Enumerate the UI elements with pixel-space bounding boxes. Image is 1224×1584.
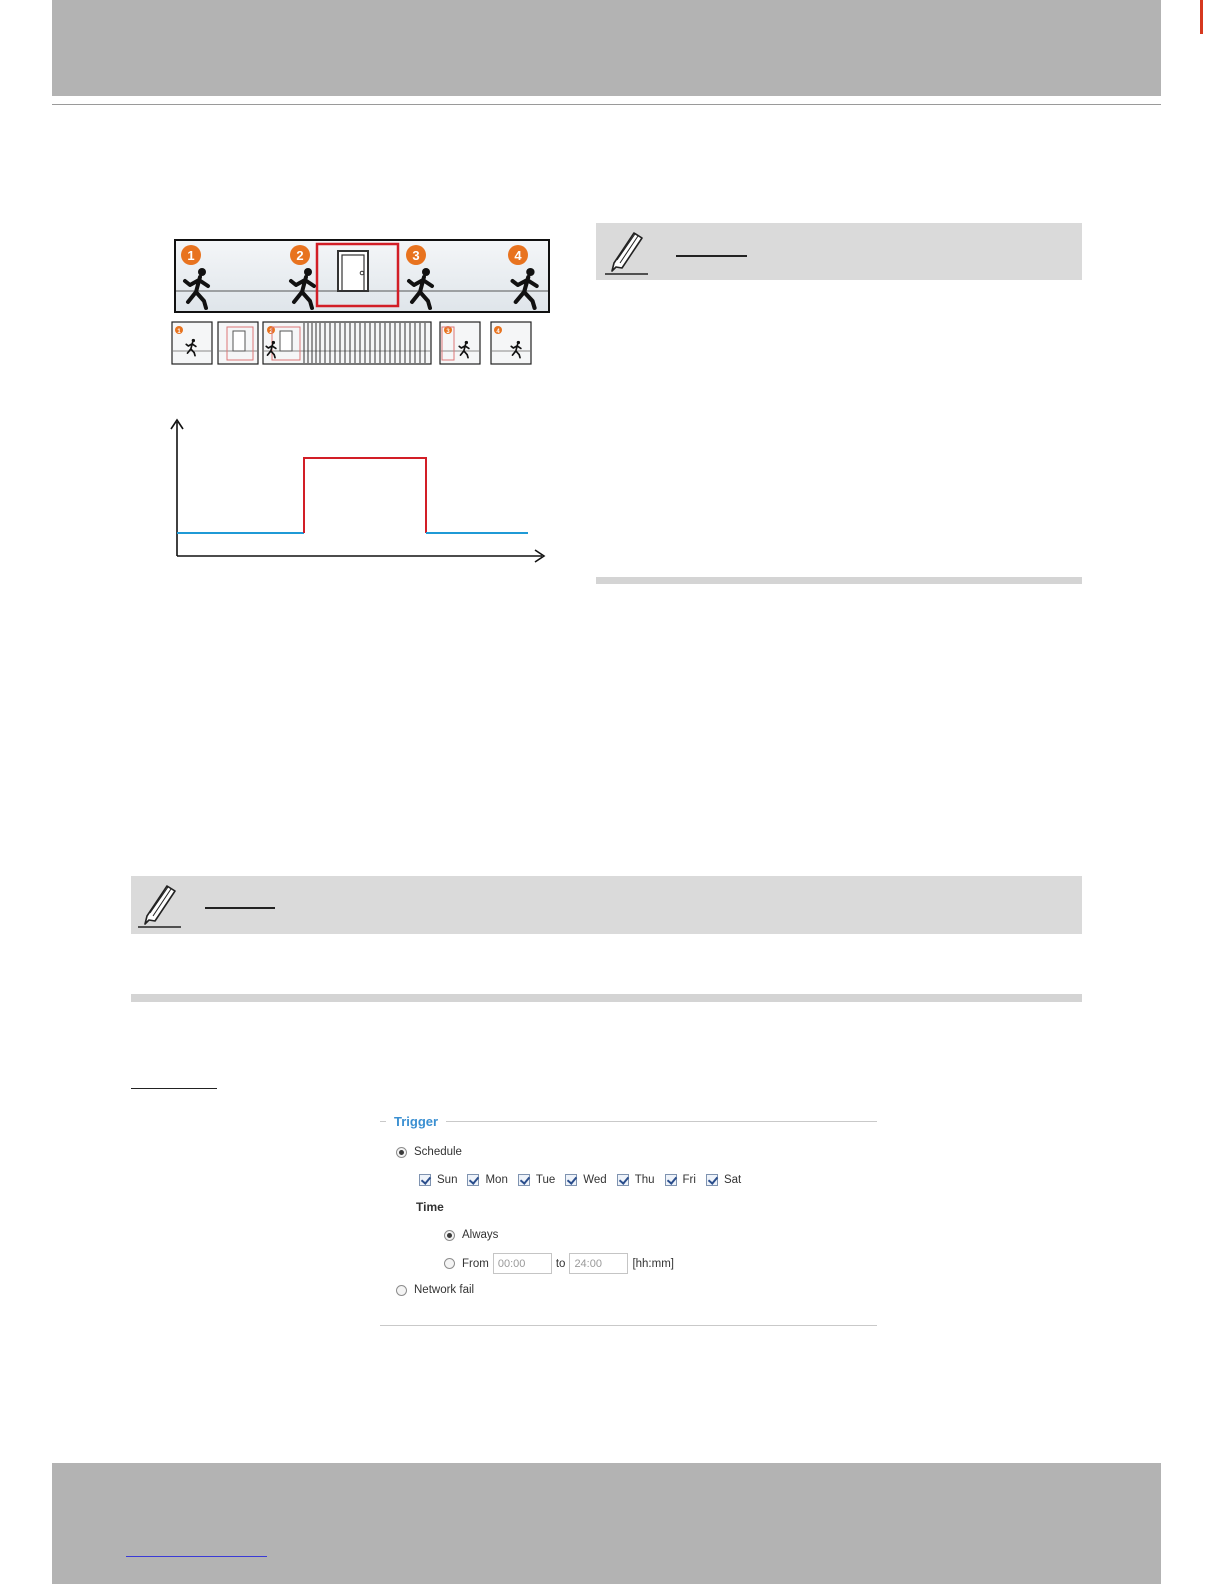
schedule-radio[interactable] [396,1147,407,1158]
svg-text:3: 3 [446,329,450,335]
trigger-legend: Trigger [394,1114,439,1129]
step-badge-2 [290,245,310,265]
step-badge-3 [406,245,426,265]
day-checkboxes [419,1174,751,1186]
svg-text:2: 2 [269,329,273,335]
svg-text:4: 4 [514,248,522,263]
day-checkbox[interactable] [706,1174,718,1186]
day-thu[interactable]: Thu [617,1174,655,1186]
day-checkbox[interactable] [565,1174,577,1186]
time-heading: Time [416,1200,444,1214]
day-fri[interactable]: Fri [665,1174,696,1186]
network-fail-radio[interactable] [396,1285,407,1296]
thumbnail-strip-3 [263,322,431,364]
pencil-icon [604,227,650,277]
from-label: From [462,1257,489,1270]
pencil-icon [137,880,183,930]
time-format-hint: [hh:mm] [632,1257,674,1270]
note-box-header [596,223,1082,280]
header-rule [52,104,1161,105]
day-mon[interactable]: Mon [467,1174,507,1186]
day-checkbox[interactable] [467,1174,479,1186]
day-checkbox[interactable] [419,1174,431,1186]
svg-text:2: 2 [296,248,304,263]
note-title-underline [205,907,275,909]
always-radio[interactable] [444,1230,455,1241]
day-checkbox[interactable] [665,1174,677,1186]
motion-illustration [170,236,550,576]
svg-text:1: 1 [177,329,181,335]
step-badge-1 [181,245,201,265]
step-badge-4 [508,245,528,265]
door-icon [338,251,368,291]
note-title-underline [676,255,747,257]
footer-link-underline[interactable] [126,1556,267,1557]
signal-axes [171,420,544,562]
network-fail-option[interactable] [396,1284,474,1296]
motion-illustration-svg [170,236,550,571]
fieldset-border [380,1325,877,1326]
thumbnail-4 [440,322,480,364]
section-heading-underline [131,1088,217,1089]
thumbnail-5 [491,322,531,364]
network-fail-label: Network fail [414,1284,475,1296]
note-box-footer-rule [131,994,1082,1002]
schedule-label: Schedule [414,1146,462,1158]
svg-text:4: 4 [496,329,500,335]
svg-text:1: 1 [187,248,195,263]
thumbnail-1 [172,322,212,364]
to-label: to [555,1257,566,1270]
from-time-input[interactable] [493,1253,552,1274]
always-label: Always [462,1229,499,1241]
from-radio[interactable] [444,1258,455,1269]
time-range-option [444,1253,674,1274]
note-box-footer-rule [596,577,1082,584]
page-header-band [52,0,1161,96]
signal-high-pulse [304,458,426,533]
fieldset-border [446,1121,877,1122]
page-footer-band [52,1463,1161,1584]
page-edge-marker [1200,0,1203,34]
day-tue[interactable]: Tue [518,1174,555,1186]
day-sun[interactable]: Sun [419,1174,457,1186]
thumbnail-2 [218,322,258,364]
to-time-input[interactable] [569,1253,628,1274]
svg-text:3: 3 [412,248,420,263]
trigger-fieldset [380,1112,877,1327]
day-checkbox[interactable] [518,1174,530,1186]
schedule-option[interactable] [396,1146,462,1158]
day-wed[interactable]: Wed [565,1174,606,1186]
note-box-header [131,876,1082,934]
day-sat[interactable]: Sat [706,1174,741,1186]
always-option[interactable] [444,1229,498,1241]
day-checkbox[interactable] [617,1174,629,1186]
fieldset-border [380,1121,386,1122]
